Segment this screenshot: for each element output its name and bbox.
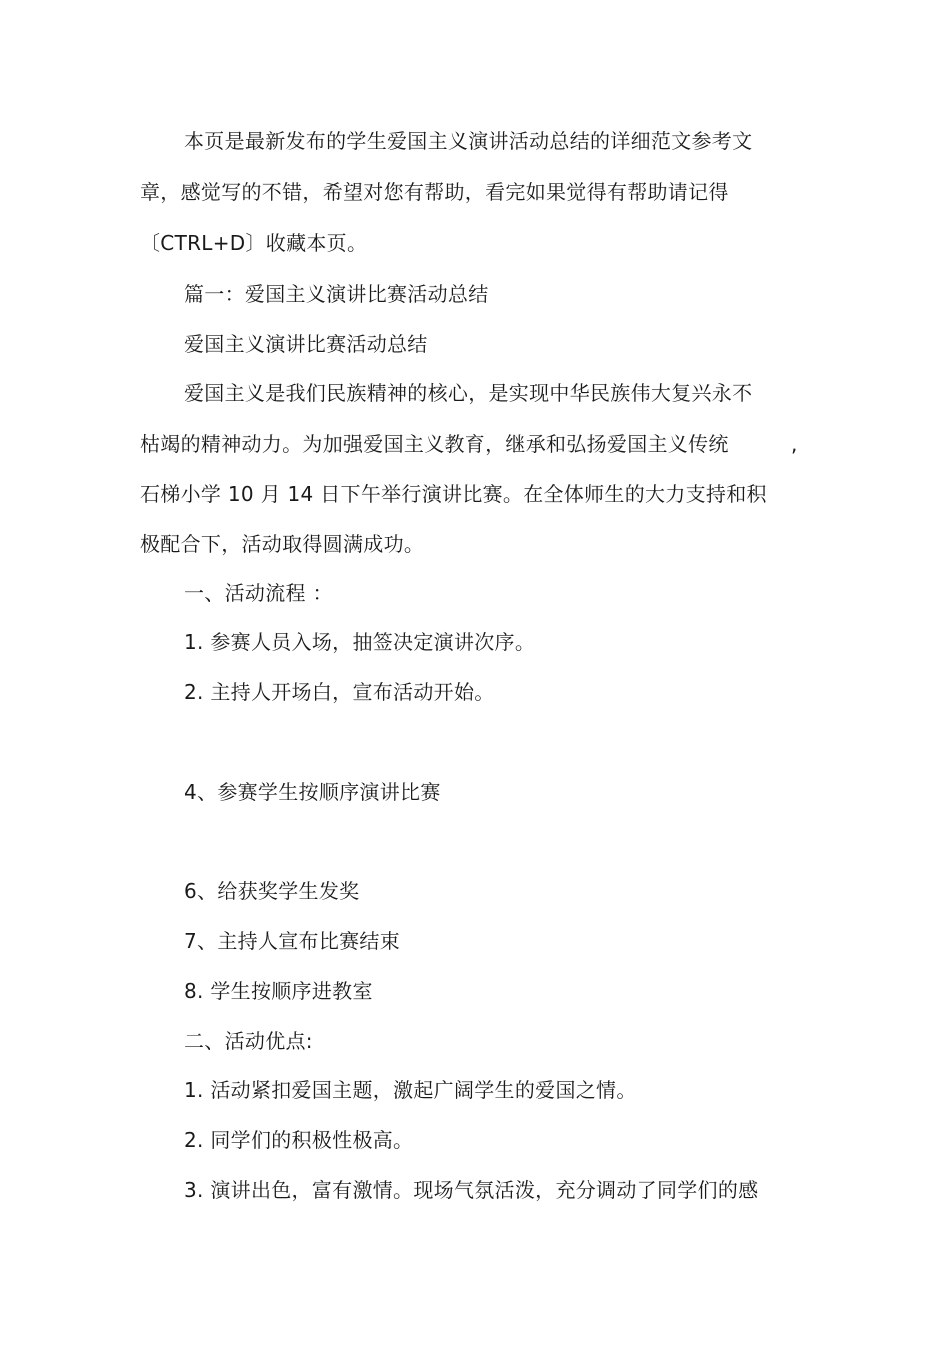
body-paragraph-line-1: 爱国主义是我们民族精神的核心，是实现中华民族伟大复兴永不 xyxy=(184,381,753,405)
advantage-item-2: 2. 同学们的积极性极高。 xyxy=(184,1128,414,1152)
section-title: 篇一：爱国主义演讲比赛活动总结 xyxy=(184,282,489,306)
process-item-1: 1. 参赛人员入场，抽签决定演讲次序。 xyxy=(184,630,536,654)
process-item-8: 8. 学生按顺序进教室 xyxy=(184,979,373,1003)
advantage-item-3: 3. 演讲出色，富有激情。现场气氛活泼，充分调动了同学们的感 xyxy=(184,1178,759,1202)
body-paragraph-line-3: 石梯小学 10 月 14 日下午举行演讲比赛。在全体师生的大力支持和积 xyxy=(140,482,767,506)
advantages-heading: 二、活动优点: xyxy=(184,1029,313,1053)
advantage-item-1: 1. 活动紧扣爱国主题，激起广阔学生的爱国之情。 xyxy=(184,1078,637,1102)
article-title: 爱国主义演讲比赛活动总结 xyxy=(184,332,428,356)
process-item-2: 2. 主持人开场白，宣布活动开始。 xyxy=(184,680,495,704)
intro-line-3: 〔CTRL+D〕收藏本页。 xyxy=(140,231,368,255)
process-item-7: 7、主持人宣布比赛结束 xyxy=(184,929,401,953)
process-item-6: 6、给获奖学生发奖 xyxy=(184,879,360,903)
process-heading: 一、活动流程 ： xyxy=(184,581,333,605)
trailing-comma: , xyxy=(791,432,798,456)
intro-line-2: 章，感觉写的不错，希望对您有帮助，看完如果觉得有帮助请记得 xyxy=(140,180,729,204)
intro-line-1: 本页是最新发布的学生爱国主义演讲活动总结的详细范文参考文 xyxy=(184,129,753,153)
body-paragraph-line-2: 枯竭的精神动力。为加强爱国主义教育，继承和弘扬爱国主义传统 xyxy=(140,432,729,456)
body-paragraph-line-4: 极配合下，活动取得圆满成功。 xyxy=(140,532,425,556)
process-item-4: 4、参赛学生按顺序演讲比赛 xyxy=(184,780,441,804)
